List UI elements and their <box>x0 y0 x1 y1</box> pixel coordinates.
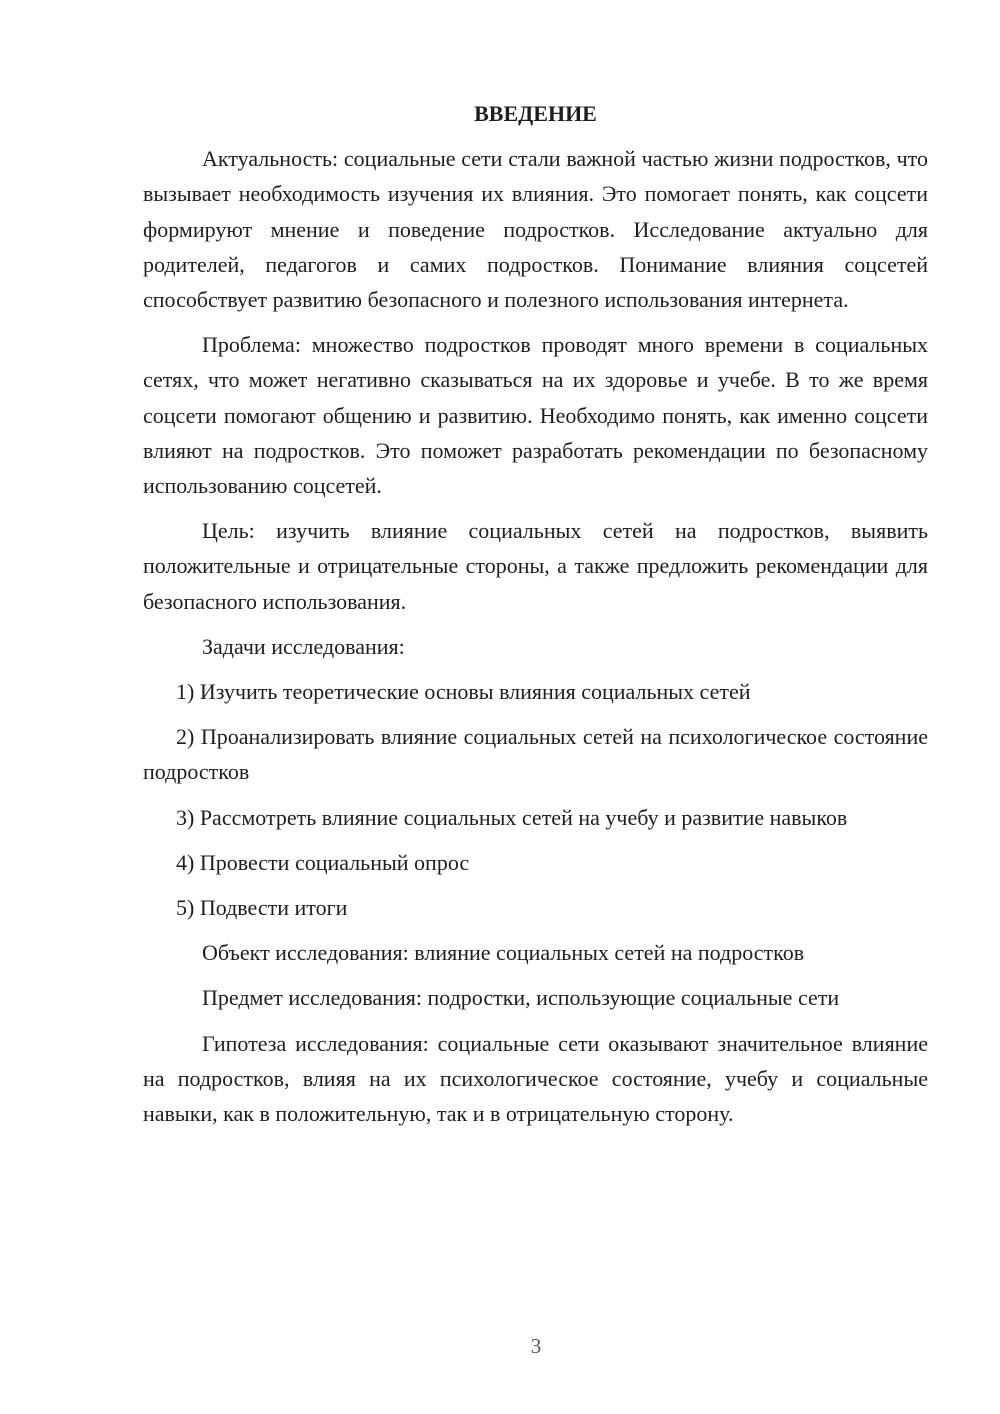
subject-paragraph: Предмет исследования: подростки, использующие социальные сети <box>202 985 840 1011</box>
task-item: 1) Изучить теоретические основы влияния социальных сетей <box>176 679 751 705</box>
page-number: 3 <box>530 1334 542 1358</box>
hypothesis-paragraph: Гипотеза исследования: социальные сети оказывают значительное влияние на подростков, влияя на их психологическое состояние, учебу и социальные навыки, как в положительную, так и в отрицательную сторону. <box>143 1030 928 1127</box>
problem-paragraph: Проблема: множество подростков проводят много времени в социальных сетях, что может негативно сказываться на их здоровье и учебе. В то же время соцсети помогают общению и развитию. Необходимо понять, как именно соцсети влияют на подростков. Это поможет разработать рекомендации по безопасному использованию соцсетей. <box>143 332 928 499</box>
goal-paragraph: Цель: изучить влияние социальных сетей на подростков, выявить положительные и отрицательные стороны, а также предложить рекомендации для безопасного использования. <box>143 518 928 614</box>
document-page <box>143 96 928 1141</box>
object-paragraph: Объект исследования: влияние социальных сетей на подростков <box>202 940 805 966</box>
relevance-paragraph: Актуальность: социальные сети стали важной частью жизни подростков, что вызывает необходимость изучения их влияния. Это помогает понять, как соцсети формируют мнение и поведение подростков. Исследование актуально для родителей, педагогов и самих подростков. Понимание влияния соцсетей способствует развитию безопасного и полезного использования интернета. <box>143 146 928 313</box>
task-item: 4) Провести социальный опрос <box>176 849 470 875</box>
page-title: ВВЕДЕНИЕ <box>474 101 597 126</box>
task-item: 2) Проанализировать влияние социальных сетей на психологическое состояние подростков <box>143 724 928 785</box>
task-item: 3) Рассмотреть влияние социальных сетей на учебу и развитие навыков <box>176 804 848 830</box>
task-item: 5) Подвести итоги <box>176 895 348 921</box>
tasks-heading: Задачи исследования: <box>202 633 405 659</box>
